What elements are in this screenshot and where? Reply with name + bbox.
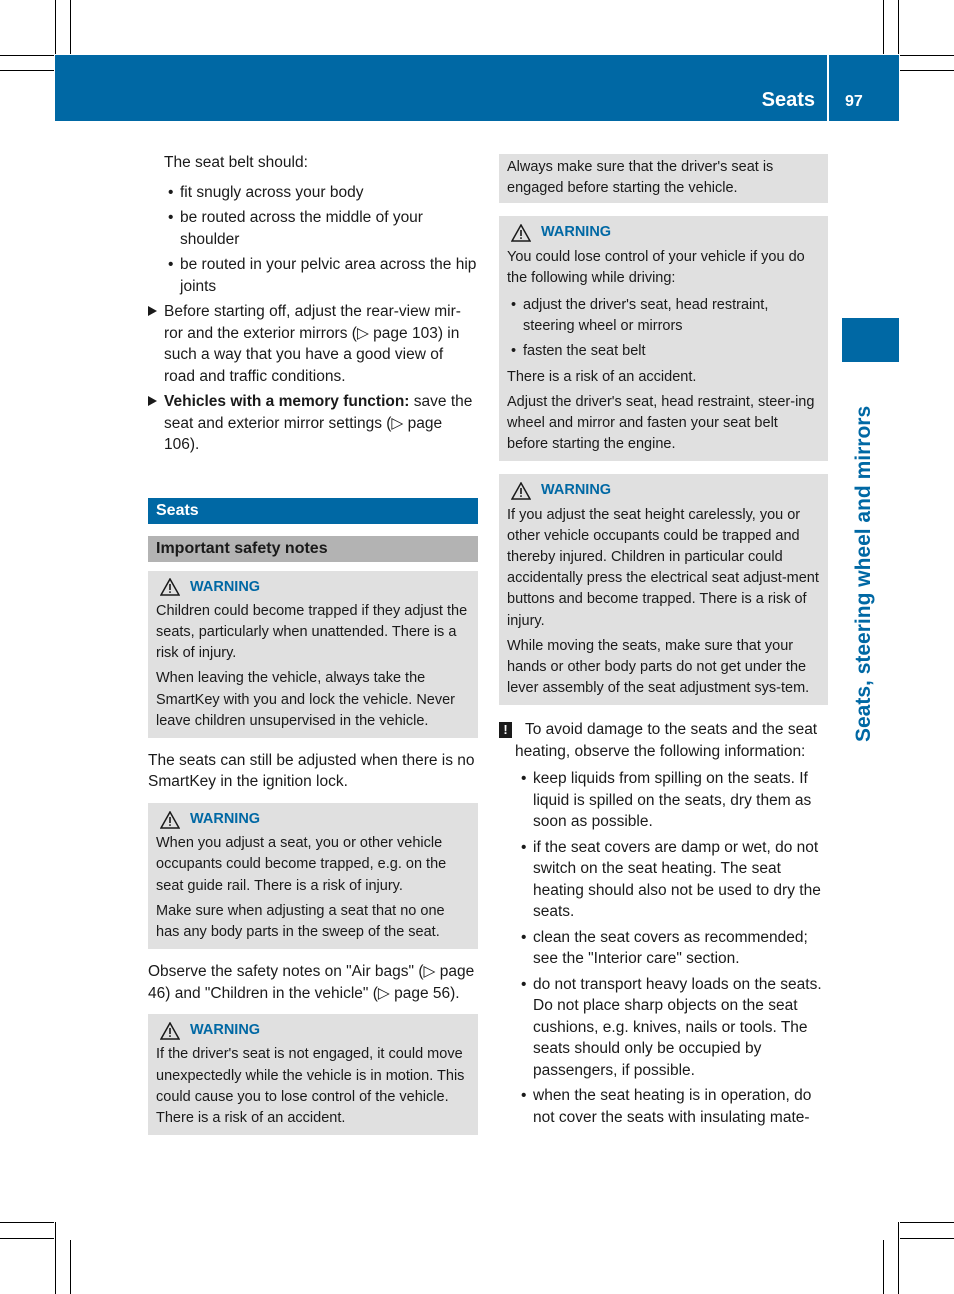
crop-mark <box>55 0 56 54</box>
list-item: • adjust the driver's seat, head restraint, steering wheel or mirrors <box>507 295 820 337</box>
warning-icon <box>160 578 180 596</box>
warning-header <box>156 1020 470 1041</box>
subsection-title: Important safety notes <box>148 536 478 562</box>
warning-text: There is a risk of an accident. <box>507 368 697 385</box>
list-item: • fasten the seat belt <box>507 341 820 362</box>
warning-label: WARNING <box>541 482 612 499</box>
header-divider <box>827 55 829 121</box>
crop-mark <box>898 0 899 54</box>
crop-mark <box>883 1240 884 1294</box>
list-item: • if the seat covers are damp or wet, do not switch on the seat heating. The seat heating should also not be used to dry the seats. <box>517 837 828 923</box>
warning-header <box>507 480 820 501</box>
page-header <box>55 55 899 121</box>
warning-text: You could lose control of your vehicle if you do the following while driving: <box>507 248 805 286</box>
instruction-step <box>148 391 478 456</box>
warning-text: Make sure when adjusting a seat that no one has any body parts in the sweep of the seat. <box>156 902 445 940</box>
step-bold: Vehicles with a memory function: <box>164 393 410 410</box>
right-column <box>499 154 828 1128</box>
chapter-tab <box>842 318 899 362</box>
list-item: • clean the seat covers as recommended; see the "Interior care" section. <box>517 927 828 970</box>
warning-box <box>499 216 828 461</box>
warning-text: Adjust the driver's seat, head restraint, steer-ing wheel and mirror and fasten your seat belt before starting the engine. <box>507 393 815 453</box>
list-item: • keep liquids from spilling on the seats. If liquid is spilled on the seats, dry them as soon as possible. <box>517 768 828 833</box>
page-number: 97 <box>845 93 863 110</box>
list-item: • fit snugly across your body <box>164 182 478 204</box>
step-rest: save the seat and exterior mirror settings (▷ page 106). <box>164 393 473 453</box>
warning-text: While moving the seats, make sure that your hands or other body parts do not get under the lever assembly of the seat adjustment sys-tem. <box>507 637 810 697</box>
warning-box <box>499 474 828 705</box>
body-text: Observe the safety notes on "Air bags" (▷ page 46) and "Children in the vehicle" (▷ page 56). <box>148 963 475 1002</box>
crop-mark <box>900 70 954 71</box>
info-box <box>499 154 828 203</box>
crop-mark <box>900 1238 954 1239</box>
body-text: The seats can still be adjusted when there is no SmartKey in the ignition lock. <box>148 751 475 791</box>
warning-icon <box>511 482 531 500</box>
crop-mark <box>0 70 54 71</box>
crop-mark <box>0 55 54 56</box>
chapter-title: Seats, steering wheel and mirrors <box>852 405 875 742</box>
warning-box <box>148 1014 478 1135</box>
warning-icon <box>160 1022 180 1040</box>
left-column <box>148 152 478 1135</box>
note-text: To avoid damage to the seats and the seat heating, observe the following information: <box>515 721 818 760</box>
warning-text: If you adjust the seat height carelessly, you or other vehicle occupants could be trapped and thereby injured. Children in particular could accidentally press the electrical seat adjust-ment buttons and become trapped. There is a risk of injury. <box>507 506 819 629</box>
crop-mark <box>900 55 954 56</box>
warning-text: When leaving the vehicle, always take the SmartKey with you and lock the vehicle. Never leave children unsupervised in the vehicle. <box>156 670 455 729</box>
crop-mark <box>0 1222 54 1223</box>
warning-box <box>148 571 478 738</box>
crop-mark <box>55 1222 56 1294</box>
warning-header <box>156 577 470 598</box>
warning-icon <box>160 811 180 829</box>
header-section-title: Seats <box>761 89 815 111</box>
crop-mark <box>70 0 71 54</box>
list-item: • be routed across the middle of your shoulder <box>164 207 478 250</box>
crop-mark <box>70 1240 71 1294</box>
exclamation-icon: ! <box>499 722 512 738</box>
list-item: • do not transport heavy loads on the seats. Do not place sharp objects on the seat cushions, e.g. knives, nails or tools. The seats should only be occupied by passengers, if possible. <box>517 974 828 1082</box>
warning-box <box>148 803 478 949</box>
warning-icon <box>511 224 531 242</box>
warning-label: WARNING <box>190 810 261 827</box>
crop-mark <box>883 0 884 54</box>
instruction-step <box>148 301 478 387</box>
step-arrow-icon <box>148 306 157 316</box>
step-text <box>164 391 478 456</box>
warning-label: WARNING <box>190 578 261 595</box>
crop-mark <box>0 1238 54 1239</box>
intro-text: The seat belt should: <box>164 154 308 171</box>
warning-header <box>507 222 820 243</box>
list-item: • be routed in your pelvic area across the hip joints <box>164 254 478 297</box>
warning-text: If the driver's seat is not engaged, it could move unexpectedly while the vehicle is in motion. This could cause you to lose control of the vehicle. There is a risk of an accident. <box>156 1046 465 1126</box>
step-text: Before starting off, adjust the rear-view mir-ror and the exterior mirrors (▷ page 103) in such a way that you have a good view of road and traffic conditions. <box>164 303 461 385</box>
caution-note <box>499 719 828 762</box>
warning-label: WARNING <box>541 224 612 241</box>
warning-text: Children could become trapped if they adjust the seats, particularly when unattended. There is a risk of injury. <box>156 602 468 662</box>
info-text: Always make sure that the driver's seat is engaged before starting the vehicle. <box>507 159 774 197</box>
list-item: • when the seat heating is in operation, do not cover the seats with insulating mate- <box>517 1085 828 1128</box>
step-arrow-icon <box>148 396 157 406</box>
section-title: Seats <box>148 498 478 524</box>
crop-mark <box>900 1222 954 1223</box>
warning-text: When you adjust a seat, you or other vehicle occupants could become trapped, e.g. on the seat guide rail. There is a risk of injury. <box>156 835 447 894</box>
crop-mark <box>898 1222 899 1294</box>
warning-label: WARNING <box>190 1022 261 1039</box>
warning-header <box>156 809 470 830</box>
